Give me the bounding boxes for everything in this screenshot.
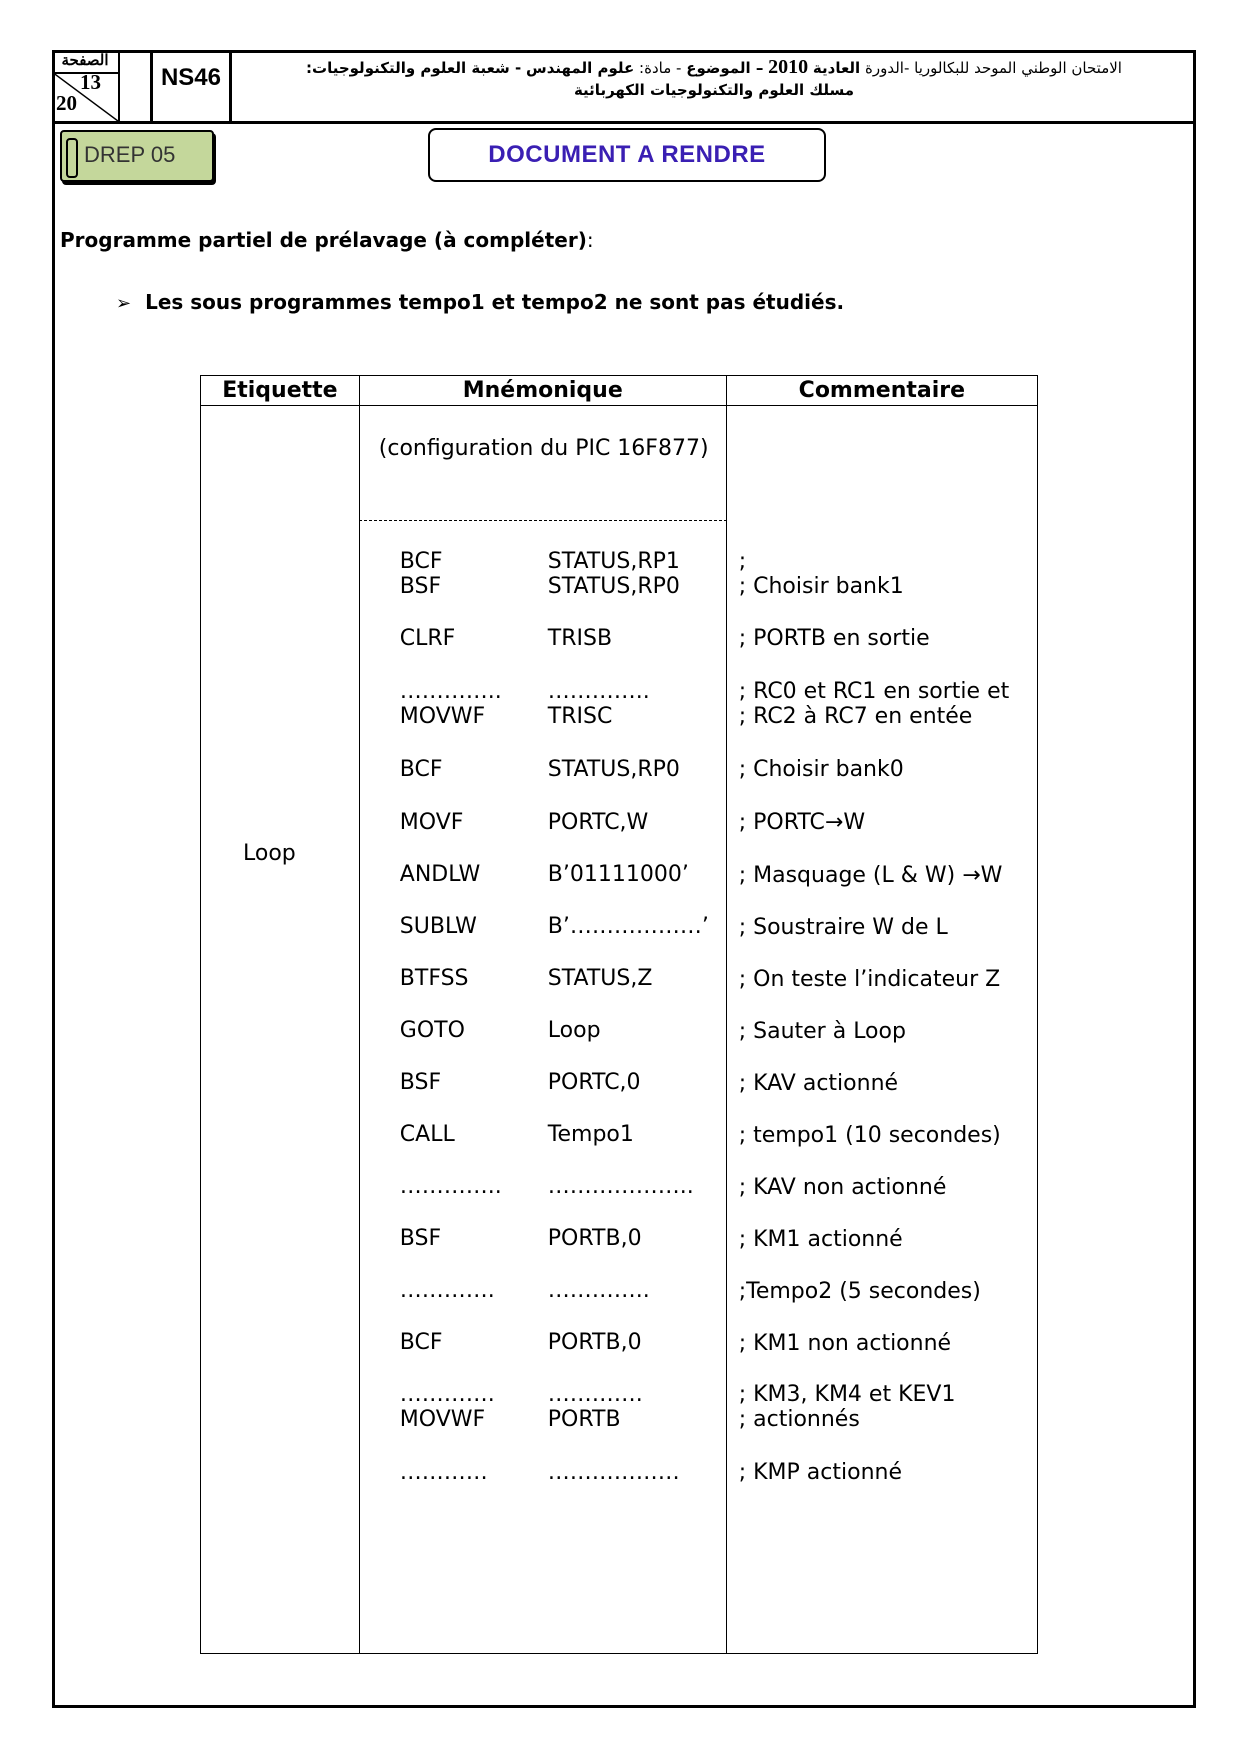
instruction-operand: STATUS,RP1 [547,549,680,574]
instruction-operand: B’………………’ [547,914,709,939]
table-body-row [201,406,1038,1654]
instruction-row [360,1225,726,1253]
instruction-row[interactable] [360,1381,726,1409]
instruction-operand: PORTC,0 [547,1070,641,1095]
comment-line: ; PORTC→W [738,810,866,835]
comment-line: ; Masquage (L & W) →W [738,863,1003,888]
mnemonique-column [359,406,726,1654]
instruction-row[interactable] [360,1173,726,1201]
comment-line: ; Choisir bank1 [738,574,904,599]
instruction-operand: TRISC [547,704,613,729]
comment-line: ; KAV actionné [738,1071,899,1096]
program-table [200,375,1038,1654]
instruction-mnemonic: GOTO [399,1018,465,1043]
comment-line: ; KMP actionné [738,1460,902,1485]
comment-line: ; KM1 actionné [738,1227,903,1252]
instruction-row [360,703,726,731]
exam-year: 2010 [768,56,809,78]
instruction-row [360,1329,726,1357]
page-current: 13 [80,70,101,94]
instruction-row [360,1121,726,1149]
instruction-row [360,1069,726,1097]
comment-line: ; actionnés [738,1407,860,1432]
intro-colon: : [586,228,594,252]
header-mnemonique: Mnémonique [359,376,726,406]
instruction-row [360,1406,726,1434]
instruction-mnemonic: ANDLW [399,862,481,887]
instruction-mnemonic: BSF [399,1226,442,1251]
instruction-mnemonic: BCF [399,757,443,782]
comment-line: ; Sauter à Loop [738,1019,906,1044]
etiquette-column [201,406,360,1654]
instruction-row [360,625,726,653]
instruction-mnemonic: SUBLW [399,914,477,939]
instruction-mnemonic: BSF [399,1070,442,1095]
instruction-mnemonic: ………….. [399,679,502,704]
exam-title [242,50,1186,121]
instruction-operand: PORTB,0 [547,1330,642,1355]
comment-line: ;Tempo2 (5 secondes) [738,1279,981,1304]
comment-line: ; RC2 à RC7 en entée [738,704,973,729]
exam-branch: - شعبة العلوم والتكنولوجيات: [306,59,522,77]
arrow-bullet-icon: ➢ [116,293,132,314]
instruction-row[interactable] [360,1459,726,1487]
page-label: الصفحة [52,50,118,74]
instruction-operand: STATUS,Z [547,966,653,991]
config-block [359,406,727,521]
instruction-row [360,756,726,784]
note-line [116,290,844,314]
comment-line: ; RC0 et RC1 en sortie et [738,679,1010,704]
comment-line: ; [738,549,747,574]
instruction-mnemonic: MOVF [399,810,464,835]
instruction-row[interactable] [360,1277,726,1305]
instruction-operand: PORTB [547,1407,621,1432]
document-title: DOCUMENT A RENDRE [428,128,826,182]
instruction-row [360,913,726,941]
instruction-mnemonic: BCF [399,549,443,574]
instruction-operand: ……………… [547,1460,680,1485]
comment-line: ; KM1 non actionné [738,1331,952,1356]
exam-prefix: الامتحان الوطني الموحد للبكالوريا -الدورة [864,59,1122,77]
comment-line: ; Choisir bank0 [738,757,904,782]
instruction-mnemonic: BSF [399,574,442,599]
instruction-row [360,548,726,576]
page-total: 20 [56,91,77,115]
exam-subject-label: – الموضوع [686,59,764,77]
exam-session: العادية [812,59,861,77]
table-header-row [201,376,1038,406]
instruction-mnemonic: CLRF [399,626,456,651]
instruction-row[interactable] [360,678,726,706]
exam-matter: - مادة: [639,59,682,77]
instruction-operand: PORTB,0 [547,1226,642,1251]
instruction-mnemonic: ………….. [399,1174,502,1199]
config-text: (configuration du PIC 16F877) [378,436,709,461]
drep-scroll-label: DREP 05 [60,130,214,182]
instruction-operand: Loop [547,1018,601,1043]
instruction-row [360,1017,726,1045]
page-number-box [52,50,120,121]
instruction-mnemonic: MOVWF [399,704,486,729]
exam-matter-name: علوم المهندس [526,59,635,77]
instruction-mnemonic: …………. [399,1382,495,1407]
instruction-mnemonic: BTFSS [399,966,469,991]
intro-text: Programme partiel de prélavage (à compléter) [60,228,587,252]
instruction-operand: B’01111000’ [547,862,689,887]
instruction-operand: STATUS,RP0 [547,574,680,599]
instruction-row [360,965,726,993]
header-commentaire: Commentaire [726,376,1037,406]
exam-code: NS46 [150,50,232,121]
instruction-mnemonic: CALL [399,1122,455,1147]
instruction-operand: ……………….. [547,1174,694,1199]
instruction-mnemonic: …………. [399,1278,495,1303]
note-text: Les sous programmes tempo1 et tempo2 ne sont pas étudiés. [145,290,845,314]
instruction-operand: Tempo1 [547,1122,634,1147]
instruction-row [360,861,726,889]
instruction-row [360,809,726,837]
commentaire-column [726,406,1037,1654]
instruction-mnemonic: MOVWF [399,1407,486,1432]
exam-header [52,50,1196,124]
instruction-operand: STATUS,RP0 [547,757,680,782]
exam-track: مسلك العلوم والتكنولوجيات الكهربائية [573,81,855,99]
comment-line: ; KAV non actionné [738,1175,947,1200]
comment-line: ; tempo1 (10 secondes) [738,1123,1001,1148]
comment-line: ; Soustraire W de L [738,915,948,940]
comment-line: ; PORTB en sortie [738,626,930,651]
instruction-row [360,573,726,601]
instruction-operand: …………. [547,1382,643,1407]
comment-line: ; On teste l’indicateur Z [738,967,1001,992]
header-etiquette: Etiquette [201,376,360,406]
instruction-mnemonic: ………… [399,1460,488,1485]
comment-line: ; KM3, KM4 et KEV1 [738,1382,956,1407]
instruction-operand: ………….. [547,679,650,704]
program-intro [60,228,594,252]
instruction-operand: TRISB [547,626,613,651]
label-loop: Loop [243,841,296,866]
instruction-mnemonic: BCF [399,1330,443,1355]
instruction-operand: PORTC,W [547,810,649,835]
instruction-operand: ………….. [547,1278,650,1303]
